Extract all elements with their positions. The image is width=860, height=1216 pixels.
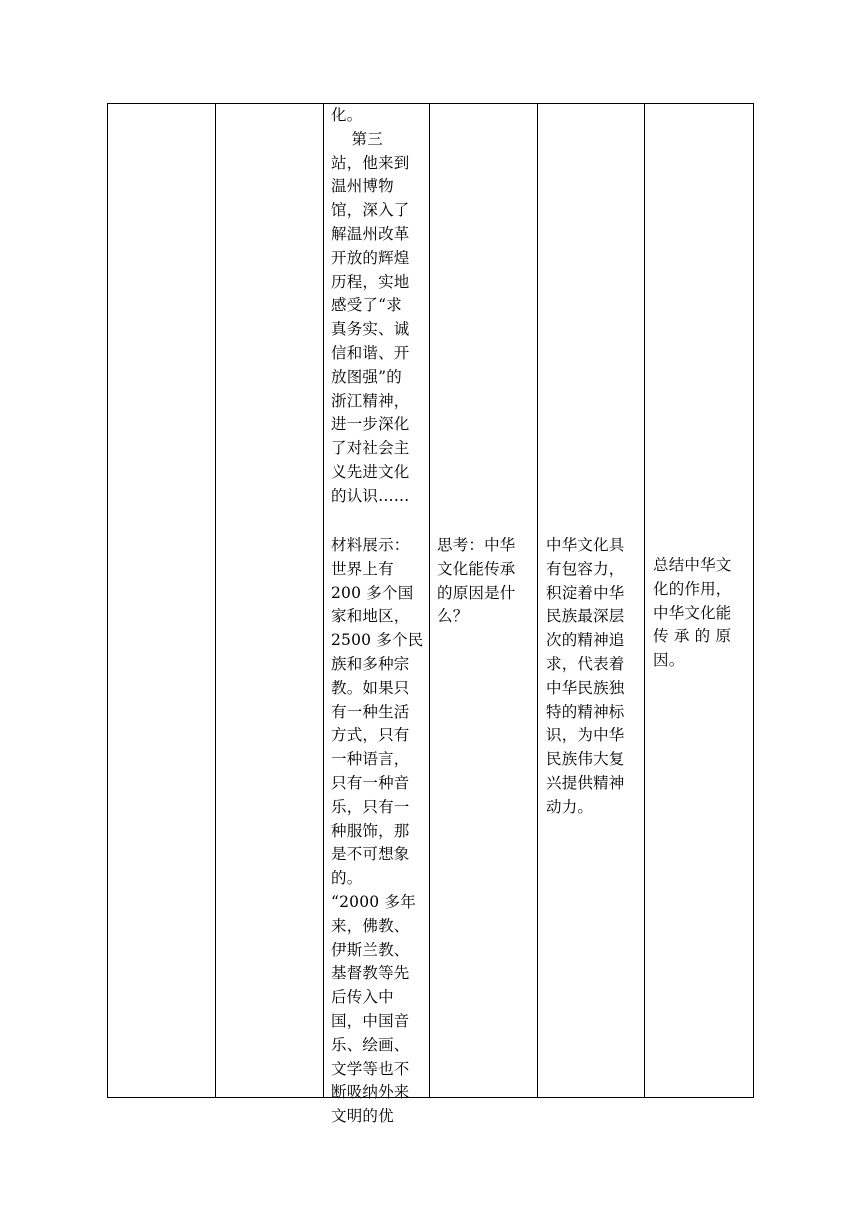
expected-answer-text: 中华文化具 有包容力， 积淀着中华 民族最深层 次的精神追 求，代表着 中华民族独 特的精神标 识，为中华 民族伟大复 兴提供精神 动力。 bbox=[546, 536, 625, 816]
table-cell-col2 bbox=[216, 104, 324, 1098]
teaching-content-text-2: 材料展示： 世界上有 200 多个国 家和地区， 2500 多个民 族和多种宗 教。如果只 有一种生活 方式，只有 一种语言， 只有一种音 乐，只有一 种服饰，那 是不可想象 的。 “2000 多年 来，佛教、 伊斯兰教、 基督教等先 后传入中 国，中国音 乐、绘画、 文学等也不 断吸纳外来 文明的优 bbox=[331, 536, 424, 1126]
table-cell-col3 bbox=[324, 104, 430, 1126]
table-cell-col1 bbox=[108, 104, 216, 1098]
table-cell-col5 bbox=[538, 104, 645, 1098]
lesson-plan-table bbox=[107, 103, 754, 1126]
teaching-content-text-1: 化。 第三 站，他来到 温州博物 馆，深入了 解温州改革 开放的辉煌 历程，实地 感受了“求 真务实、诚 信和谐、开 放图强”的 浙江精神， 进一步深化 了对社会主 义先进文化 的认识…… bbox=[331, 106, 410, 505]
student-activity-text: 思考：中华 文化能传承 的原因是什 么？ bbox=[437, 536, 516, 626]
table-cell-col4 bbox=[430, 104, 538, 1098]
design-intent-text: 总结中华文 化的作用， 中华文化能 传 承 的 原 因。 bbox=[653, 556, 732, 670]
table-row bbox=[108, 104, 754, 1098]
table-cell-col6 bbox=[645, 104, 754, 1098]
